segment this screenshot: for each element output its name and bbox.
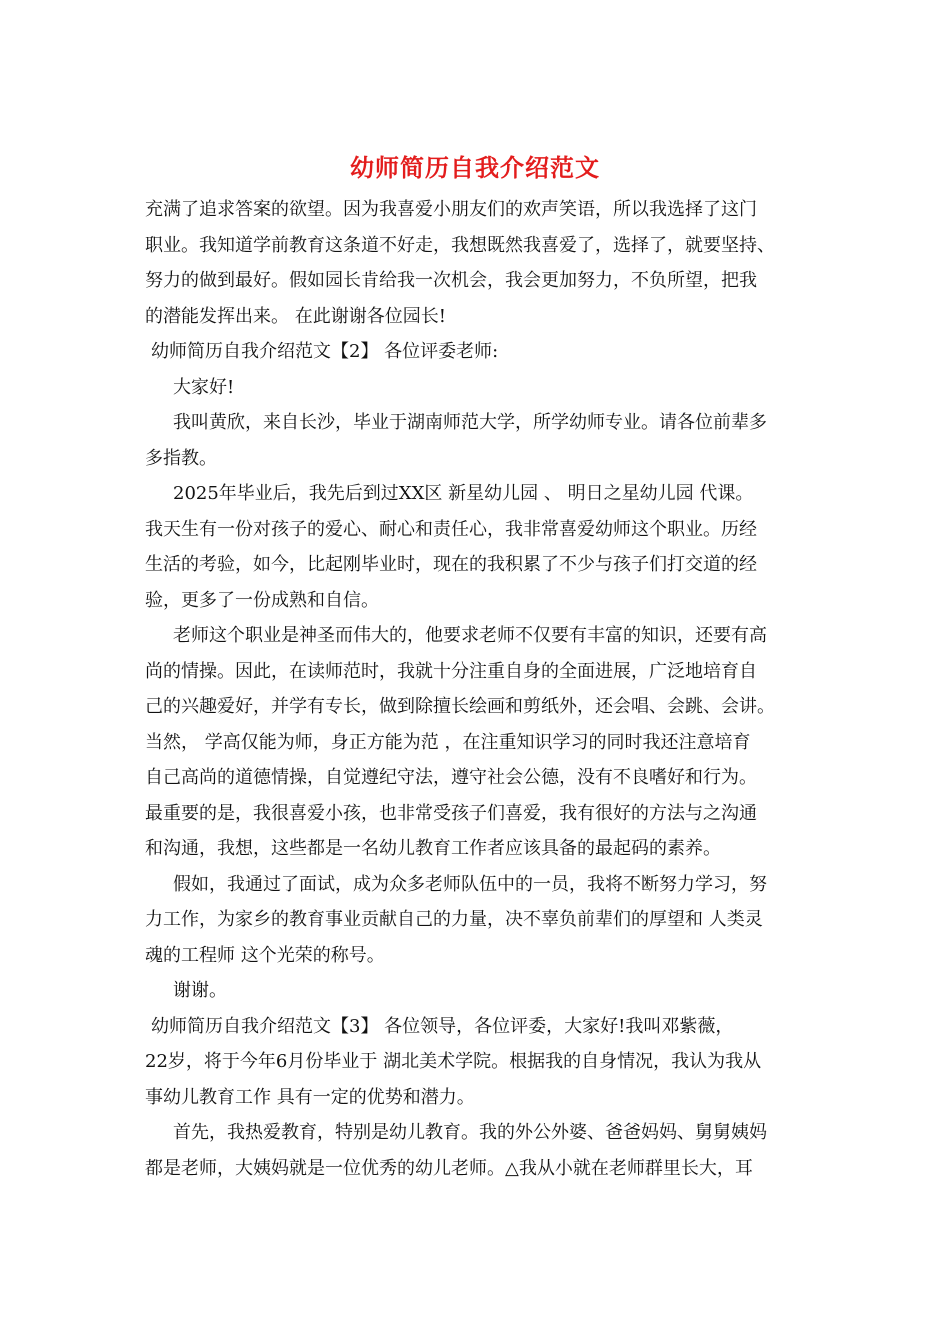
text-line: 最重要的是，我很喜爱小孩，也非常受孩子们喜爱，我有很好的方法与之沟通 [145,802,757,824]
document-body [145,192,807,1186]
text-line: 大家好! [173,376,235,398]
text-line: 当然， 学高仅能为师，身正方能为范 ，在注重知识学习的同时我还注意培育 [145,731,751,753]
document-title: 幼师简历自我介绍范文 [350,153,600,182]
text-line: 自己高尚的道德情操，自觉遵纪守法，遵守社会公德，没有不良嗜好和行为。 [145,767,757,788]
text-line: 生活的考验，如今，比起刚毕业时，现在的我积累了不少与孩子们打交道的经 [145,554,757,575]
text-line: 努力的做到最好。假如园长肯给我一次机会，我会更加努力，不负所望，把我 [145,270,757,291]
text-line: 力工作，为家乡的教育事业贡献自己的力量，决不辜负前辈们的厚望和 人类灵 [145,909,763,930]
text-line: 幼师简历自我介绍范文【2】 各位评委老师: [151,341,499,362]
text-line: 魂的工程师 这个光荣的称号。 [145,944,385,966]
text-line: 和沟通，我想，这些都是一名幼儿教育工作者应该具备的最起码的素养。 [145,838,721,859]
text-line: 22岁，将于今年6月份毕业于 湖北美术学院。根据我的自身情况，我认为我从 [145,1051,762,1072]
text-line: 验，更多了一份成熟和自信。 [145,589,379,611]
text-line: 幼师简历自我介绍范文【3】 各位领导，各位评委，大家好!我叫邓紫薇， [151,1015,734,1037]
text-line: 充满了追求答案的欲望。因为我喜爱小朋友们的欢声笑语，所以我选择了这门 [145,199,757,220]
text-line: 职业。我知道学前教育这条道不好走，我想既然我喜爱了，选择了，就要坚持、 [145,234,775,256]
text-line: 多指教。 [145,447,217,469]
text-line: 的潜能发挥出来。 在此谢谢各位园长! [145,305,446,327]
text-line: 我天生有一份对孩子的爱心、耐心和责任心，我非常喜爱幼师这个职业。历经 [145,518,757,540]
text-line: 都是老师，大姨妈就是一位优秀的幼儿老师。△我从小就在老师群里长大，耳 [145,1157,753,1179]
text-line: 事幼儿教育工作 具有一定的优势和潜力。 [145,1086,475,1108]
text-line: 老师这个职业是神圣而伟大的，他要求老师不仅要有丰富的知识，还要有高 [173,625,767,646]
text-line: 首先，我热爱教育，特别是幼儿教育。我的外公外婆、爸爸妈妈、舅舅姨妈 [173,1122,767,1143]
text-line: 假如，我通过了面试，成为众多老师队伍中的一员，我将不断努力学习，努 [173,873,767,895]
text-line: 2025年毕业后，我先后到过XX区 新星幼儿园 、 明日之星幼儿园 代课。 [173,483,754,504]
text-line: 谢谢。 [173,980,227,1001]
text-line: 尚的情操。因此，在读师范时，我就十分注重自身的全面进展，广泛地培育自 [145,660,757,682]
text-line: 我叫黄欣，来自长沙，毕业于湖南师范大学，所学幼师专业。请各位前辈多 [173,412,767,433]
text-line: 己的兴趣爱好，并学有专长，做到除擅长绘画和剪纸外，还会唱、会跳、会讲。 [145,696,775,717]
